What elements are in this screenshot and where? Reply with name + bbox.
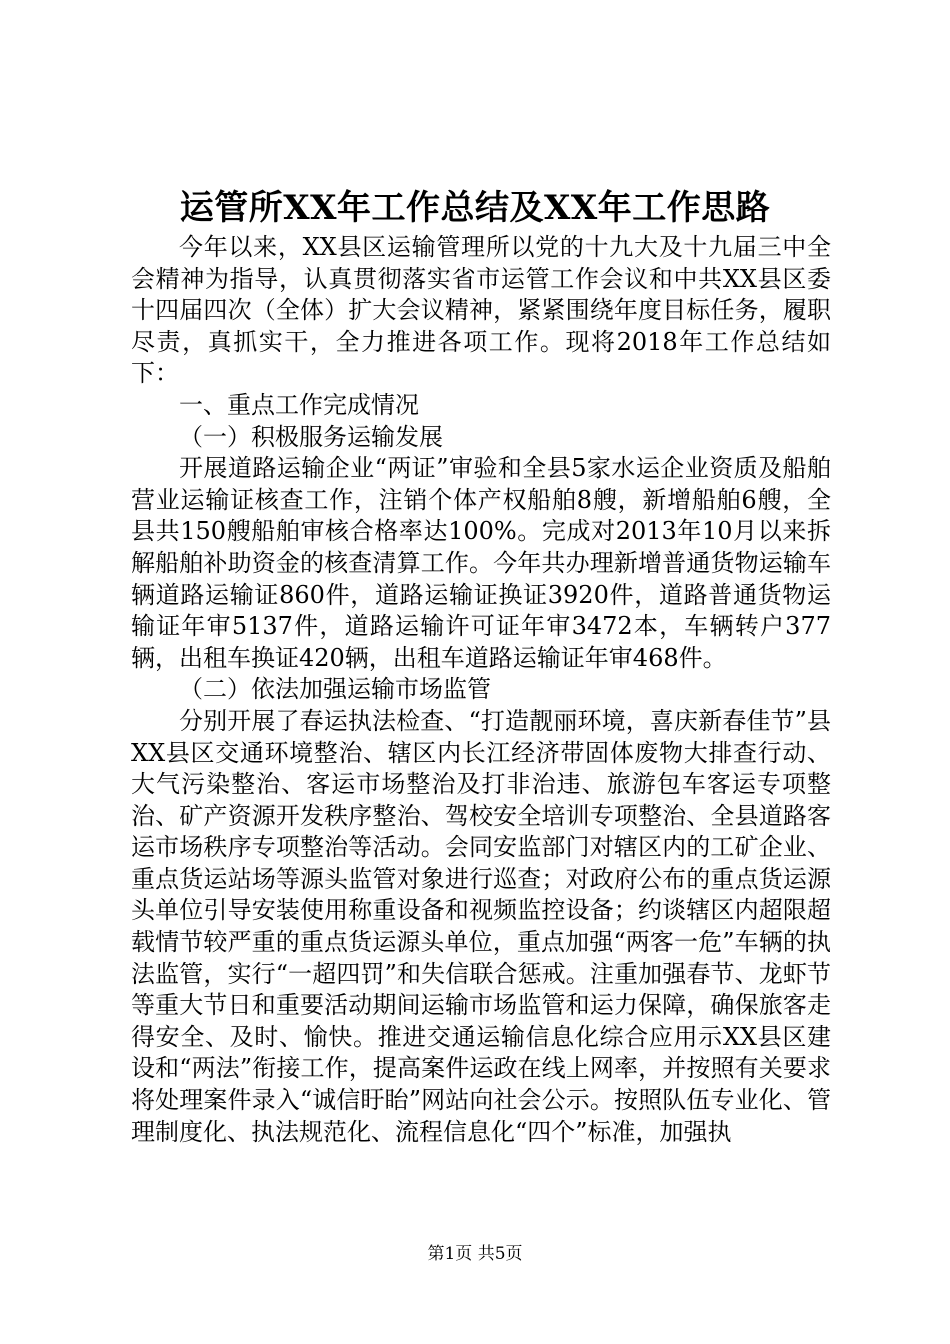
subsection-2-paragraph: 分别开展了春运执法检查、“打造靓丽环境，喜庆新春佳节”县XX县区交通环境整治、辖区内长江经济带固体废物大排查行动、大气污染整治、客运市场整治及打非治违、旅游包车客运专项整治、矿产资源开发秩序整治、驾校安全培训专项整治、全县道路客运市场秩序专项整治等活动。会同安监部门对辖区内的工矿企业、重点货运站场等源头监管对象进行巡查；对政府公布的重点货运源头单位引导安装使用称重设备和视频监控设备；约谈辖区内超限超载情节较严重的重点货运源头单位，重点加强“两客一危”车辆的执法监管，实行“一超四罚”和失信联合惩戒。注重加强春节、龙虾节等重大节日和重要活动期间运输市场监管和运力保障，确保旅客走得安全、及时、愉快。推进交通运输信息化综合应用示XX县区建设和“两法”衔接工作，提高案件运政在线上网率，并按照有关要求将处理案件录入“诚信盱眙”网站向社会公示。按照队伍专业化、管理制度化、执法规范化、流程信息化“四个”标准，加强执 [131, 706, 831, 1146]
section-heading-1: 一、重点工作完成情况 [179, 390, 419, 419]
subsection-heading-2: （二）依法加强运输市场监管 [179, 675, 491, 704]
subsection-1-paragraph: 开展道路运输企业“两证”审验和全县5家水运企业资质及船舶营业运输证核查工作，注销个体产权船舶8艘，新增船舶6艘，全县共150艘船舶审核合格率达100%。完成对2013年10月以来拆解船舶补助资金的核查清算工作。今年共办理新增普通货物运输车辆道路运输证860件，道路运输证换证3920件，道路普通货物运输证年审5137件，道路运输许可证年审3472本，车辆转户377辆，出租车换证420辆，出租车道路运输证年审468件。 [131, 454, 831, 672]
document-body [131, 232, 831, 1148]
subsection-heading-1: （一）积极服务运输发展 [179, 422, 443, 451]
page-number-footer: 第1页 共5页 [427, 1244, 523, 1264]
intro-paragraph: 今年以来，XX县区运输管理所以党的十九大及十九届三中全会精神为指导，认真贯彻落实省市运管工作会议和中共XX县区委十四届四次（全体）扩大会议精神，紧紧围绕年度目标任务，履职尽责，真抓实干，全力推进各项工作。现将2018年工作总结如下： [131, 233, 831, 388]
document-title: 运管所XX年工作总结及XX年工作思路 [179, 188, 771, 228]
